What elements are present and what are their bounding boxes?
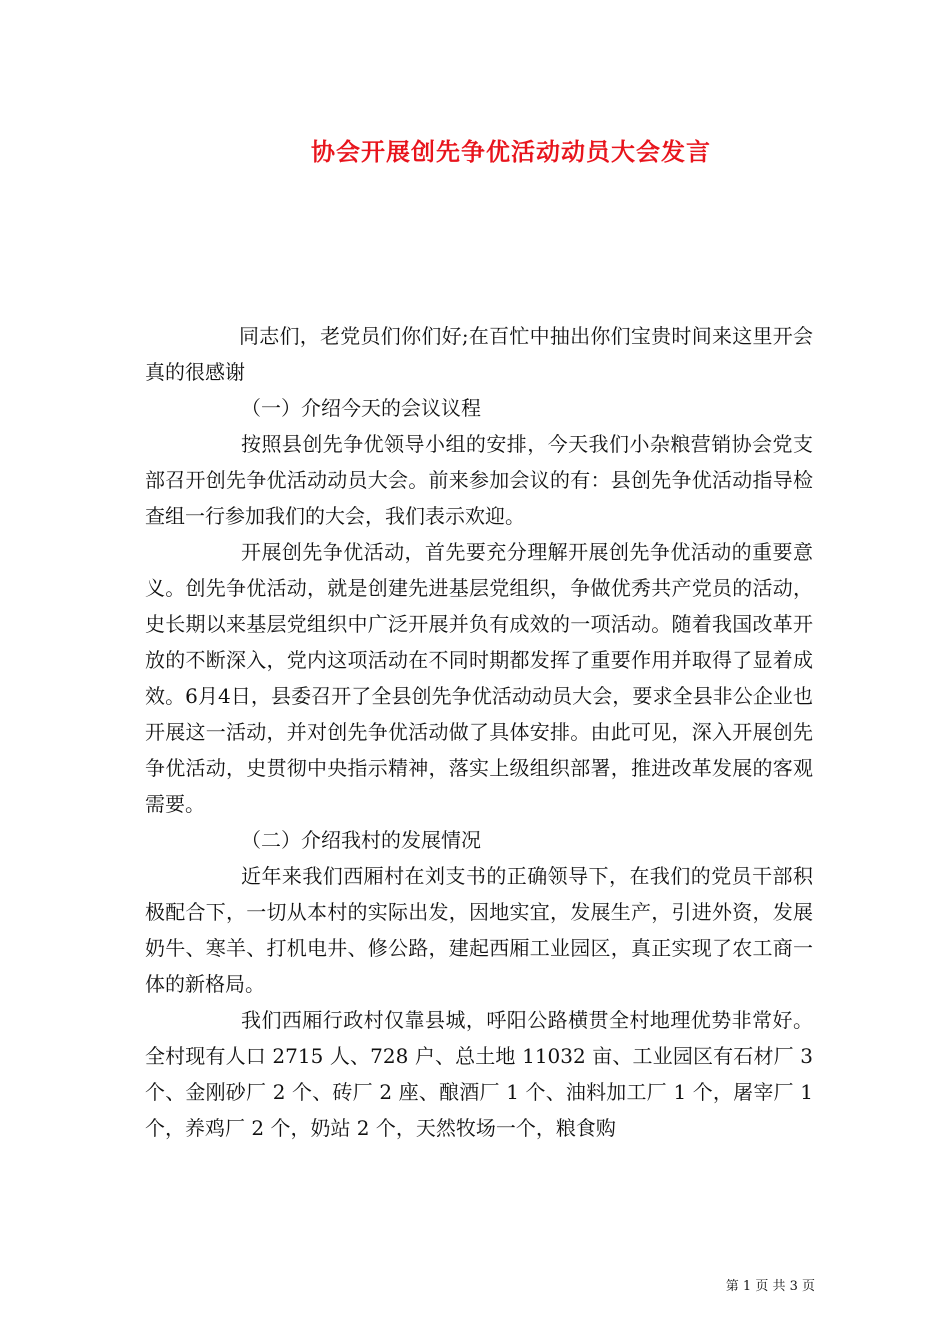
section-heading-agenda: （一）介绍今天的会议议程 — [241, 396, 481, 420]
paragraph-development: 近年来我们西厢村在刘支书的正确领导下，在我们的党员干部积极配合下，一切从本村的实际出发，因地实宜，发展生产，引进外资，发展奶牛、寒羊、打机电井、修公路，建起西厢工业园区，真正实现了农工商一体的新格局。 — [145, 864, 813, 996]
document-body — [145, 318, 813, 1146]
page-number-footer: 第 1 页 共 3 页 — [725, 1279, 815, 1294]
paragraph-village-stats: 我们西厢行政村仅靠县城，呼阳公路横贯全村地理优势非常好。全村现有人口 2715 人、728 户、总土地 11032 亩、工业园区有石材厂 3 个、金刚砂厂 2 个、砖厂 2 座、酿酒厂 1 个、油料加工厂 1 个，屠宰厂 1 个，养鸡厂 2 个，奶站 2 个，天然牧场一个，粮食购 — [145, 1008, 813, 1140]
paragraph-attendees: 按照县创先争优领导小组的安排，今天我们小杂粮营销协会党支部召开创先争优活动动员大会。前来参加会议的有：县创先争优活动指导检查组一行参加我们的大会，我们表示欢迎。 — [145, 432, 813, 528]
section-heading-village: （二）介绍我村的发展情况 — [241, 828, 481, 852]
document-title: 协会开展创先争优活动动员大会发言 — [311, 137, 711, 166]
paragraph-significance: 开展创先争优活动，首先要充分理解开展创先争优活动的重要意义。创先争优活动，就是创建先进基层党组织，争做优秀共产党员的活动，史长期以来基层党组织中广泛开展并负有成效的一项活动。随着我国改革开放的不断深入，党内这项活动在不同时期都发挥了重要作用并取得了显着成效。6月4日，县委召开了全县创先争优活动动员大会，要求全县非公企业也开展这一活动，并对创先争优活动做了具体安排。由此可见，深入开展创先争优活动，史贯彻中央指示精神，落实上级组织部署，推进改革发展的客观需要。 — [145, 540, 813, 816]
paragraph-greeting: 同志们，老党员们你们好;在百忙中抽出你们宝贵时间来这里开会真的很感谢 — [145, 324, 813, 384]
